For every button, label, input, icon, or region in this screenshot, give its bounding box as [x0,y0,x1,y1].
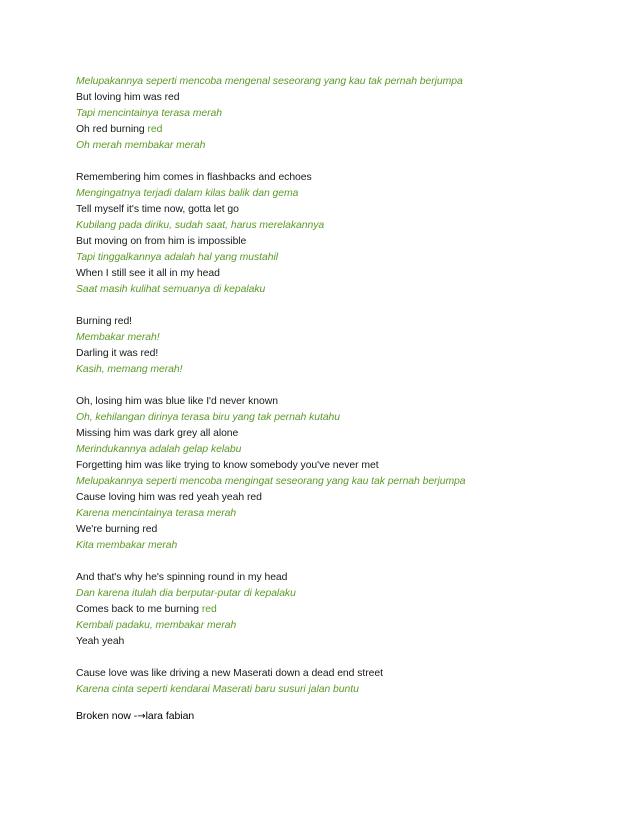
stanza-gap [76,650,596,666]
translation-line: Merindukannya adalah gelap kelabu [76,444,242,455]
stanza-gap [76,554,596,570]
translation-line: Oh, kehilangan dirinya terasa biru yang tak pernah kutahu [76,412,341,423]
translation-line: Melupakannya seperti mencoba mengenal seseorang yang kau tak pernah berjumpa [76,76,463,87]
translation-line: Kasih, memang merah! [76,364,183,375]
translation-line: Kita membakar merah [76,540,178,551]
arrow-right-icon: → [137,711,146,722]
lyric-line: Burning red! [76,316,133,327]
lyric-line: Cause loving him was red yeah yeah red [76,492,262,503]
translation-line: Saat masih kulihat semuanya di kepalaku [76,284,266,295]
song-credit [76,709,194,725]
lyric-line: Tell myself it's time now, gotta let go [76,204,239,215]
lyric-line: Darling it was red! [76,348,159,359]
translation-line: Membakar merah! [76,332,160,343]
lyric-line: And that's why he's spinning round in my head [76,572,288,583]
translation-line: Kubilang pada diriku, sudah saat, harus merelakannya [76,220,325,231]
lyric-line: Cause love was like driving a new Maserati down a dead end street [76,668,383,679]
lyric-line: Yeah yeah [76,636,125,647]
stanza-gap [76,378,596,394]
translation-line: Melupakannya seperti mencoba mengingat seseorang yang kau tak pernah berjumpa [76,476,466,487]
translation-line: Tapi mencintainya terasa merah [76,108,222,119]
credit-title: Broken now - [76,711,138,722]
translation-line: Tapi tinggalkannya adalah hal yang mustahil [76,252,278,263]
lyric-line: Forgetting him was like trying to know somebody you've never met [76,460,379,471]
lyric-line: Oh, losing him was blue like I'd never known [76,396,278,407]
translation-line: Mengingatnya terjadi dalam kilas balik dan gema [76,188,299,199]
lyric-line: When I still see it all in my head [76,268,220,279]
lyric-line: But loving him was red [76,92,180,103]
lyric-text: Comes back to me burning [76,604,202,615]
highlighted-word: red [147,124,163,135]
stanza-gap [76,154,596,170]
lyric-line: Missing him was dark grey all alone [76,428,239,439]
translation-line: Oh merah membakar merah [76,140,206,151]
translation-line: Karena mencintainya terasa merah [76,508,237,519]
lyric-line [76,122,596,138]
translation-line: Dan karena itulah dia berputar-putar di kepalaku [76,588,296,599]
lyric-line: We're burning red [76,524,158,535]
stanza-gap [76,298,596,314]
lyric-line: Remembering him comes in flashbacks and echoes [76,172,312,183]
lyrics-block [76,74,596,698]
highlighted-word: red [201,604,217,615]
lyric-text: Oh red burning [76,124,148,135]
credit-artist: lara fabian [145,711,195,722]
lyric-line [76,602,596,618]
translation-line: Karena cinta seperti kendarai Maserati baru susuri jalan buntu [76,684,359,695]
lyric-line: But moving on from him is impossible [76,236,247,247]
translation-line: Kembali padaku, membakar merah [76,620,237,631]
